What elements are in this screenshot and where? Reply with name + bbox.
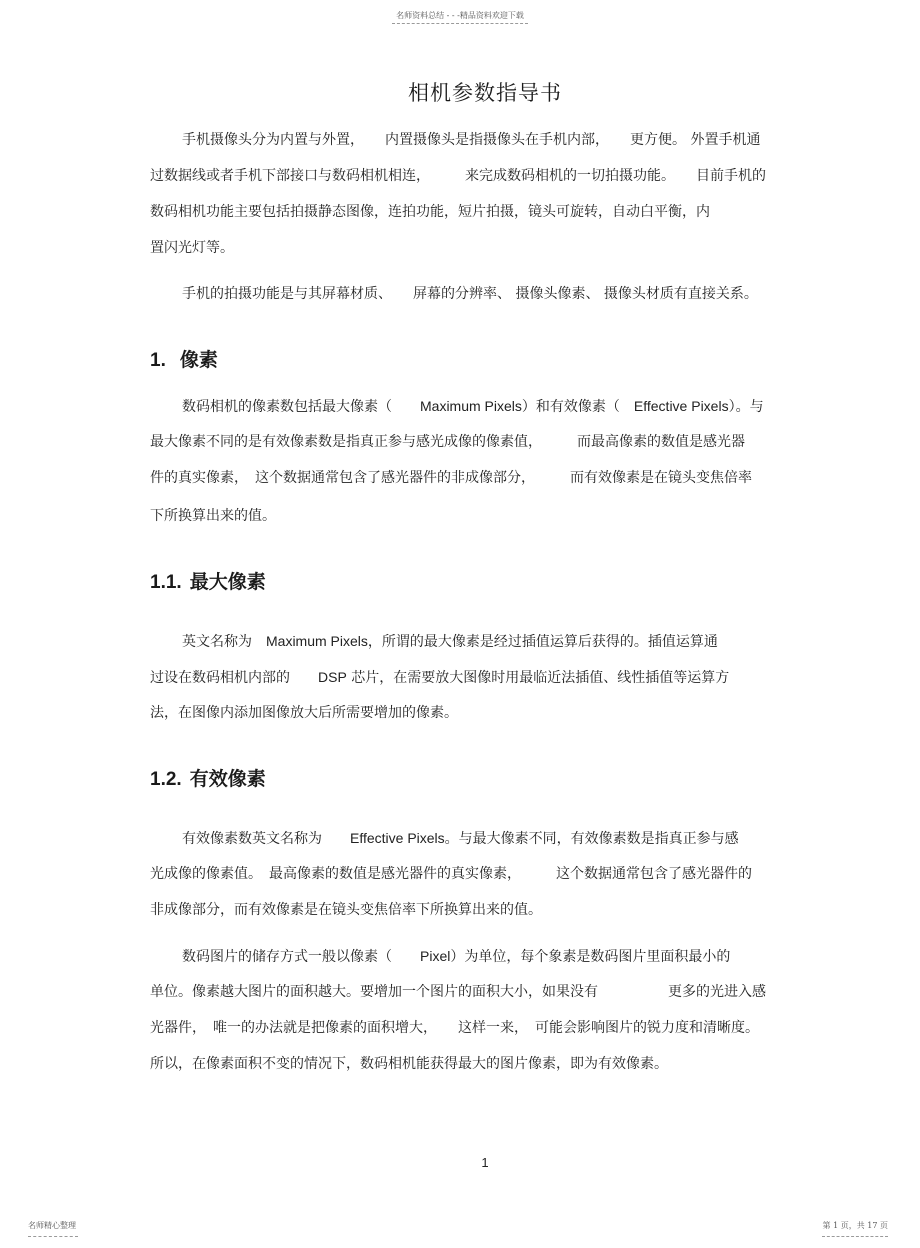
text-run: ）和有效像素（ [521,399,634,415]
text-run: 芯片，在需要放大图像时用最临近法插值、线性插值等运算方 [346,670,730,686]
paragraph-line [150,667,810,688]
text-run: ，所谓的最大像素是经过插值运算后获得的。插值运算通 [367,634,718,650]
intro-line: 手机摄像头分为内置与外置， 内置摄像头是指摄像头在手机内部， 更方便。 外置手机通 [182,132,761,148]
subsection-title: 有效像素 [189,768,266,790]
footer-divider-left [28,1236,78,1237]
subsection-heading [150,764,266,791]
section-number: 1. [150,350,166,371]
text-run: 英文名称为 [182,634,266,650]
paragraph-line: 光成像的像素值。 最高像素的数值是感光器件的真实像素， 这个数据通常包含了感光器件的 [150,866,752,882]
text-run: DSP [318,669,347,685]
paragraph-line [150,828,810,849]
text-run: 有效像素数英文名称为 [182,831,350,847]
text-run: 数码相机的像素数包括最大像素（ [182,399,420,415]
paragraph-line [150,946,810,967]
paragraph-line: 最大像素不同的是有效像素数是指真正参与感光成像的像素值， 而最高像素的数值是感光器 [150,434,745,450]
text-run: 。与最大像素不同，有效像素数是指真正参与感 [444,831,739,847]
footer-divider-right [822,1236,888,1237]
paragraph-line [150,396,810,417]
text-run: 数码图片的储存方式一般以像素（ [182,949,420,965]
paragraph-line: 单位。像素越大图片的面积越大。要增加一个图片的面积大小，如果没有 更多的光进入感 [150,984,766,1000]
section-title: 像素 [179,349,218,371]
intro-line: 过数据线或者手机下部接口与数码相机相连， 来完成数码相机的一切拍摄功能。 目前手机的 [150,168,766,184]
intro-line: 置闪光灯等。 [150,240,234,256]
subsection-number: 1.1. [150,572,182,593]
paragraph-line: 下所换算出来的值。 [150,508,276,524]
text-run: Pixel [420,948,451,964]
header-divider [392,23,528,24]
intro-line: 手机的拍摄功能是与其屏幕材质、 屏幕的分辨率、 摄像头像素、 摄像头材质有直接关系。 [182,286,758,302]
text-run: ）为单位，每个象素是数码图片里面积最小的 [450,949,731,965]
page-number: 1 [481,1155,489,1170]
document-title: 相机参数指导书 [408,81,562,105]
header-note: 名师资料总结 - - -精品资料欢迎下载 [396,11,524,20]
section-heading [150,345,218,372]
subsection-heading [150,567,266,594]
subsection-number: 1.2. [150,769,182,790]
text-run: Effective Pixels [350,830,445,846]
text-run: 过设在数码相机内部的 [150,670,318,686]
text-run: Maximum Pixels [266,633,368,649]
subsection-title: 最大像素 [189,571,266,593]
paragraph-line: 非成像部分，而有效像素是在镜头变焦倍率下所换算出来的值。 [150,902,542,918]
paragraph-line: 所以，在像素面积不变的情况下，数码相机能获得最大的图片像素，即为有效像素。 [150,1056,668,1072]
text-run: Maximum Pixels [420,398,522,414]
footer-page-info: 第 1 页，共 17 页 [822,1221,888,1230]
paragraph-line: 光器件， 唯一的办法就是把像素的面积增大， 这样一来， 可能会影响图片的锐力度和清晰度。 [150,1020,759,1036]
text-run: ）。与 [728,399,764,415]
intro-line: 数码相机功能主要包括拍摄静态图像，连拍功能，短片拍摄，镜头可旋转，自动白平衡，内 [150,204,710,220]
footer-left: 名师精心整理 [28,1221,76,1230]
paragraph-line: 法，在图像内添加图像放大后所需要增加的像素。 [150,705,458,721]
text-run: Effective Pixels [633,398,729,414]
paragraph-line: 件的真实像素， 这个数据通常包含了感光器件的非成像部分， 而有效像素是在镜头变焦倍率 [150,470,752,486]
paragraph-line [150,631,810,652]
